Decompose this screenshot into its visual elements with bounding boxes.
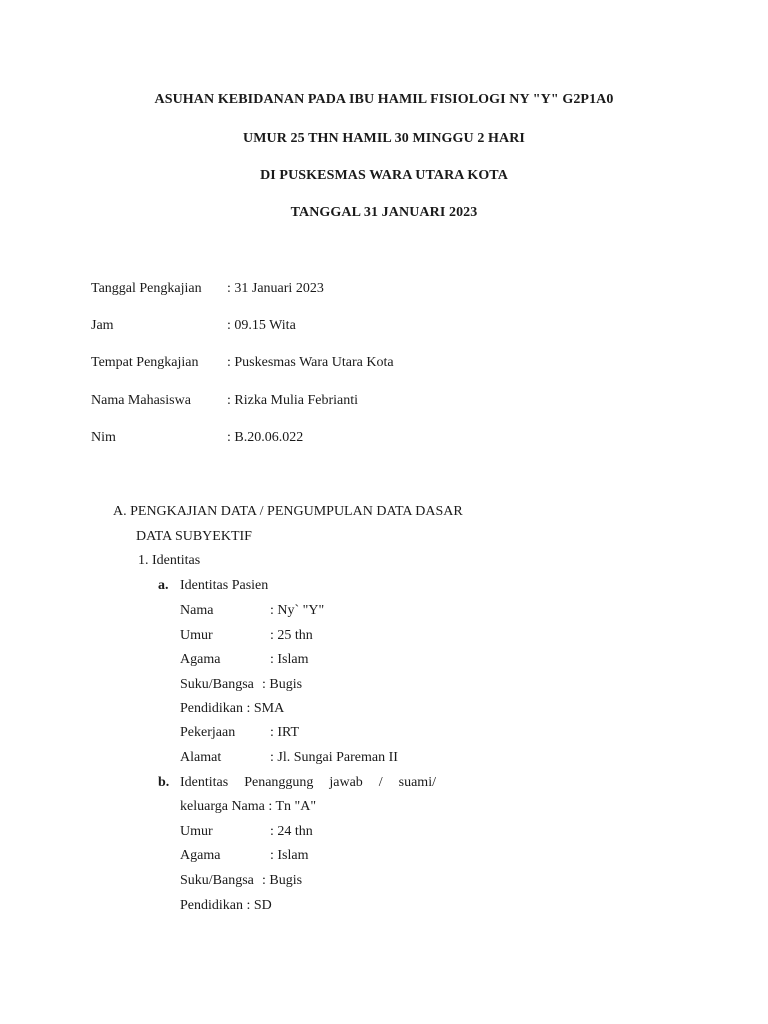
info-label: Nama Mahasiswa (91, 393, 191, 408)
penanggung-label-umur: Umur (180, 824, 213, 839)
pasien-label-pekerjaan: Pekerjaan (180, 725, 236, 740)
penanggung-label-agama: Agama (180, 848, 221, 863)
sub-b-title (180, 775, 436, 791)
sub-b-line-2: keluarga Nama : Tn "A" (180, 799, 317, 814)
penanggung-label-pendidikan: Pendidikan : SD (180, 898, 272, 913)
pasien-value-nama: : Ny` "Y" (270, 603, 325, 618)
section-a-subheading: DATA SUBYEKTIF (136, 529, 252, 544)
info-value: : 09.15 Wita (227, 318, 296, 333)
info-label: Jam (91, 318, 114, 333)
info-value: : B.20.06.022 (227, 430, 304, 445)
pasien-value-alamat: : Jl. Sungai Pareman II (270, 750, 398, 765)
title-line-2: UMUR 25 THN HAMIL 30 MINGGU 2 HARI (243, 131, 525, 146)
title-line-1: ASUHAN KEBIDANAN PADA IBU HAMIL FISIOLOGI NY "Y" G2P1A0 (154, 92, 614, 107)
info-value: : Rizka Mulia Febrianti (227, 393, 359, 408)
item-1-identitas: 1. Identitas (138, 553, 201, 568)
section-a-heading: A. PENGKAJIAN DATA / PENGUMPULAN DATA DASAR (113, 504, 463, 519)
pasien-label-suku: Suku/Bangsa (180, 677, 254, 692)
title-line-4: TANGGAL 31 JANUARI 2023 (290, 205, 478, 220)
sub-b-word: / (378, 775, 383, 790)
pasien-value-umur: : 25 thn (270, 628, 313, 643)
sub-b-word: jawab (329, 775, 363, 790)
info-label: Tempat Pengkajian (91, 355, 199, 370)
pasien-label-agama: Agama (180, 652, 221, 667)
pasien-value-agama: : Islam (270, 652, 309, 667)
sub-b-marker: b. (158, 775, 170, 790)
pasien-label-alamat: Alamat (180, 750, 222, 765)
pasien-label-umur: Umur (180, 628, 213, 643)
sub-b-word: suami/ (398, 775, 436, 790)
info-label: Tanggal Pengkajian (91, 281, 202, 296)
sub-b-word: Identitas (180, 775, 229, 790)
penanggung-value-suku: : Bugis (262, 873, 303, 888)
sub-b-word: Penanggung (244, 775, 314, 790)
info-value: : 31 Januari 2023 (227, 281, 324, 296)
pasien-label-pendidikan: Pendidikan : SMA (180, 701, 285, 716)
pasien-value-suku: : Bugis (262, 677, 303, 692)
sub-a-marker: a. (158, 578, 169, 593)
pasien-value-pekerjaan: : IRT (270, 725, 300, 740)
penanggung-label-suku: Suku/Bangsa (180, 873, 254, 888)
title-line-3: DI PUSKESMAS WARA UTARA KOTA (260, 168, 508, 183)
pasien-label-nama: Nama (180, 603, 214, 618)
sub-a-title: Identitas Pasien (180, 578, 269, 593)
penanggung-value-agama: : Islam (270, 848, 309, 863)
info-label: Nim (91, 430, 116, 445)
penanggung-value-umur: : 24 thn (270, 824, 313, 839)
info-value: : Puskesmas Wara Utara Kota (227, 355, 394, 370)
